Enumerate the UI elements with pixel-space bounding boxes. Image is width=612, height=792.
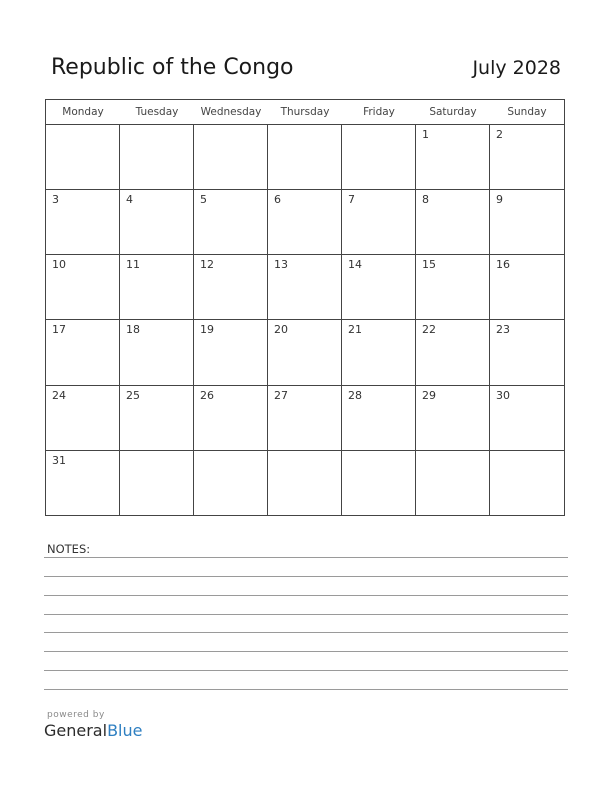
calendar-day-cell (416, 190, 490, 255)
calendar-day-cell (46, 451, 120, 516)
day-number: 10 (52, 258, 66, 272)
day-number: 21 (348, 323, 362, 337)
notes-rule-line (44, 557, 568, 558)
notes-label: NOTES: (47, 542, 91, 556)
brand-blue: Blue (107, 721, 143, 740)
day-number: 23 (496, 323, 510, 337)
calendar-day-cell (342, 125, 416, 190)
day-number: 16 (496, 258, 510, 272)
day-number: 11 (126, 258, 140, 272)
day-number: 30 (496, 388, 510, 402)
notes-rule-line (44, 689, 568, 690)
day-number: 2 (496, 128, 503, 141)
day-number: 31 (52, 453, 66, 467)
notes-rule-line (44, 614, 568, 615)
calendar-day-cell (490, 320, 564, 385)
calendar-day-cell (268, 451, 342, 516)
day-number: 3 (52, 193, 59, 207)
day-number: 26 (200, 388, 214, 402)
calendar-day-cell (490, 125, 564, 190)
calendar-day-cell (342, 451, 416, 516)
calendar-day-cell (490, 386, 564, 451)
notes-rule-line (44, 651, 568, 652)
calendar-day-cell (490, 190, 564, 255)
calendar-day-cell (268, 125, 342, 190)
calendar-day-cell (490, 255, 564, 320)
calendar-day-cell (194, 451, 268, 516)
day-number: 20 (274, 323, 288, 337)
calendar-day-cell (268, 255, 342, 320)
calendar-day-cell (46, 190, 120, 255)
brand-general: General (44, 721, 108, 740)
calendar-day-cell (194, 125, 268, 190)
calendar-day-cell (120, 451, 194, 516)
notes-rule-line (44, 576, 568, 577)
day-number: 15 (422, 258, 436, 272)
calendar-day-cell (268, 386, 342, 451)
day-number: 28 (348, 388, 362, 402)
day-number: 12 (200, 258, 214, 272)
calendar-day-cell (120, 190, 194, 255)
calendar-day-cell (120, 125, 194, 190)
day-number: 19 (200, 323, 214, 337)
notes-rule-line (44, 670, 568, 671)
calendar-day-cell (268, 320, 342, 385)
day-number: 25 (126, 388, 140, 402)
weekday-label: Sunday (507, 106, 547, 118)
calendar-month-year: July 2028 (472, 57, 561, 79)
calendar-day-cell (194, 320, 268, 385)
weekday-label: Tuesday (135, 106, 179, 118)
notes-rule-line (44, 632, 568, 633)
day-number: 29 (422, 388, 436, 402)
day-number: 1 (422, 128, 429, 141)
day-number: 22 (422, 323, 436, 337)
calendar-country-title: Republic of the Congo (51, 55, 294, 80)
calendar-day-cell (342, 320, 416, 385)
calendar-day-cell (268, 190, 342, 255)
weekday-header-row (46, 100, 564, 125)
calendar-day-cell (46, 320, 120, 385)
calendar-day-cell (194, 386, 268, 451)
calendar-weeks (46, 125, 564, 516)
calendar-day-cell (416, 320, 490, 385)
day-number: 13 (274, 258, 288, 272)
weekday-label: Thursday (280, 106, 330, 118)
calendar-day-cell (46, 255, 120, 320)
day-number: 24 (52, 388, 66, 402)
day-number: 27 (274, 388, 288, 402)
calendar-grid (45, 99, 565, 516)
calendar-day-cell (416, 255, 490, 320)
calendar-day-cell (194, 255, 268, 320)
weekday-label: Monday (62, 106, 104, 118)
calendar-day-cell (120, 255, 194, 320)
day-number: 4 (126, 193, 133, 207)
generalblue-logo (44, 721, 142, 740)
day-number: 8 (422, 193, 429, 207)
weekday-label: Friday (363, 106, 395, 118)
weekday-label: Wednesday (200, 106, 262, 118)
notes-rule-line (44, 595, 568, 596)
calendar-day-cell (46, 125, 120, 190)
calendar-day-cell (342, 255, 416, 320)
day-number: 6 (274, 193, 281, 207)
powered-by-text: powered by (47, 710, 105, 720)
day-number: 14 (348, 258, 362, 272)
weekday-label: Saturday (429, 106, 477, 118)
day-number: 7 (348, 193, 355, 207)
calendar-day-cell (416, 386, 490, 451)
calendar-day-cell (416, 125, 490, 190)
calendar-day-cell (194, 190, 268, 255)
day-number: 18 (126, 323, 140, 337)
calendar-day-cell (120, 320, 194, 385)
calendar-day-cell (46, 386, 120, 451)
day-number: 5 (200, 193, 207, 207)
day-number: 17 (52, 323, 66, 337)
calendar-day-cell (416, 451, 490, 516)
day-number: 9 (496, 193, 503, 207)
calendar-day-cell (342, 386, 416, 451)
calendar-day-cell (120, 386, 194, 451)
calendar-day-cell (490, 451, 564, 516)
calendar-day-cell (342, 190, 416, 255)
